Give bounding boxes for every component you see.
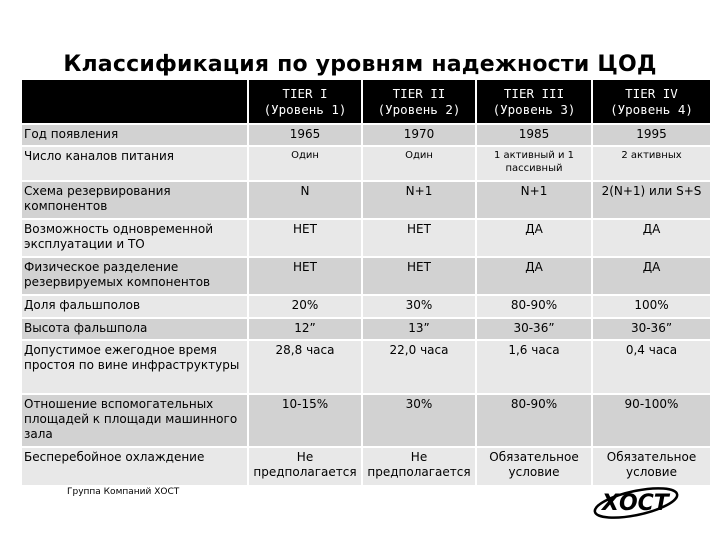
header-tier-1: TIER I (Уровень 1) [248,80,362,124]
row-label: Допустимое ежегодное время простоя по вине инфраструктуры [22,340,248,394]
table-cell: 30-36” [476,318,592,340]
row-label: Отношение вспомогательных площадей к площади машинного зала [22,394,248,447]
row-label: Доля фальшполов [22,295,248,318]
row-label: Высота фальшпола [22,318,248,340]
table-row [22,257,710,295]
company-footer: Группа Компаний ХОСТ [67,487,180,497]
table-cell: ДА [592,219,710,257]
table-cell: 22,0 часа [362,340,476,394]
table-row [22,447,710,485]
table-cell: Один [362,146,476,181]
table-cell: 80-90% [476,295,592,318]
table-cell: N [248,181,362,219]
table-cell: N+1 [362,181,476,219]
table-cell: Не предполагается [362,447,476,485]
table-cell: 1,6 часа [476,340,592,394]
row-label: Бесперебойное охлаждение [22,447,248,485]
row-label: Число каналов питания [22,146,248,181]
table-cell: НЕТ [248,219,362,257]
table-cell: 12” [248,318,362,340]
table-cell: 100% [592,295,710,318]
row-label: Год появления [22,124,248,146]
row-label: Возможность одновременной эксплуатации и ТО [22,219,248,257]
table-cell: 1970 [362,124,476,146]
table-cell: 30-36” [592,318,710,340]
table-cell: НЕТ [362,219,476,257]
header-tier-4: TIER IV (Уровень 4) [592,80,710,124]
table-cell: 30% [362,295,476,318]
row-label: Схема резервирования компонентов [22,181,248,219]
table-cell: Один [248,146,362,181]
table-cell: 1995 [592,124,710,146]
header-blank-cell [22,80,248,124]
table-row [22,181,710,219]
table-cell: N+1 [476,181,592,219]
table-row [22,219,710,257]
header-tier-2: TIER II (Уровень 2) [362,80,476,124]
table-cell: 20% [248,295,362,318]
row-label: Физическое разделение резервируемых компонентов [22,257,248,295]
table-cell: 13” [362,318,476,340]
table-row [22,146,710,181]
table-row [22,340,710,394]
table-cell: 1985 [476,124,592,146]
page-title: Классификация по уровням надежности ЦОД [63,52,657,77]
table-cell: ДА [476,219,592,257]
header-tier-3: TIER III (Уровень 3) [476,80,592,124]
tier-classification-table [22,80,710,485]
table-cell: Обязательное условие [592,447,710,485]
table-cell: ДА [476,257,592,295]
table-cell: 90-100% [592,394,710,447]
table-cell: НЕТ [248,257,362,295]
host-logo [592,482,688,526]
table-cell: 1 активный и 1 пассивный [476,146,592,181]
table-row [22,394,710,447]
table-cell: НЕТ [362,257,476,295]
table-cell: 28,8 часа [248,340,362,394]
table-cell: 1965 [248,124,362,146]
table-cell: 10-15% [248,394,362,447]
table-cell: Не предполагается [248,447,362,485]
table-cell: 2(N+1) или S+S [592,181,710,219]
table-cell: ДА [592,257,710,295]
table-row [22,295,710,318]
table-cell: 2 активных [592,146,710,181]
table-cell: 80-90% [476,394,592,447]
table-row [22,318,710,340]
table-cell: 30% [362,394,476,447]
table-row [22,124,710,146]
table-cell: 0,4 часа [592,340,710,394]
svg-text:ХОСТ: ХОСТ [602,491,669,516]
table-cell: Обязательное условие [476,447,592,485]
table-header-row [22,80,710,124]
